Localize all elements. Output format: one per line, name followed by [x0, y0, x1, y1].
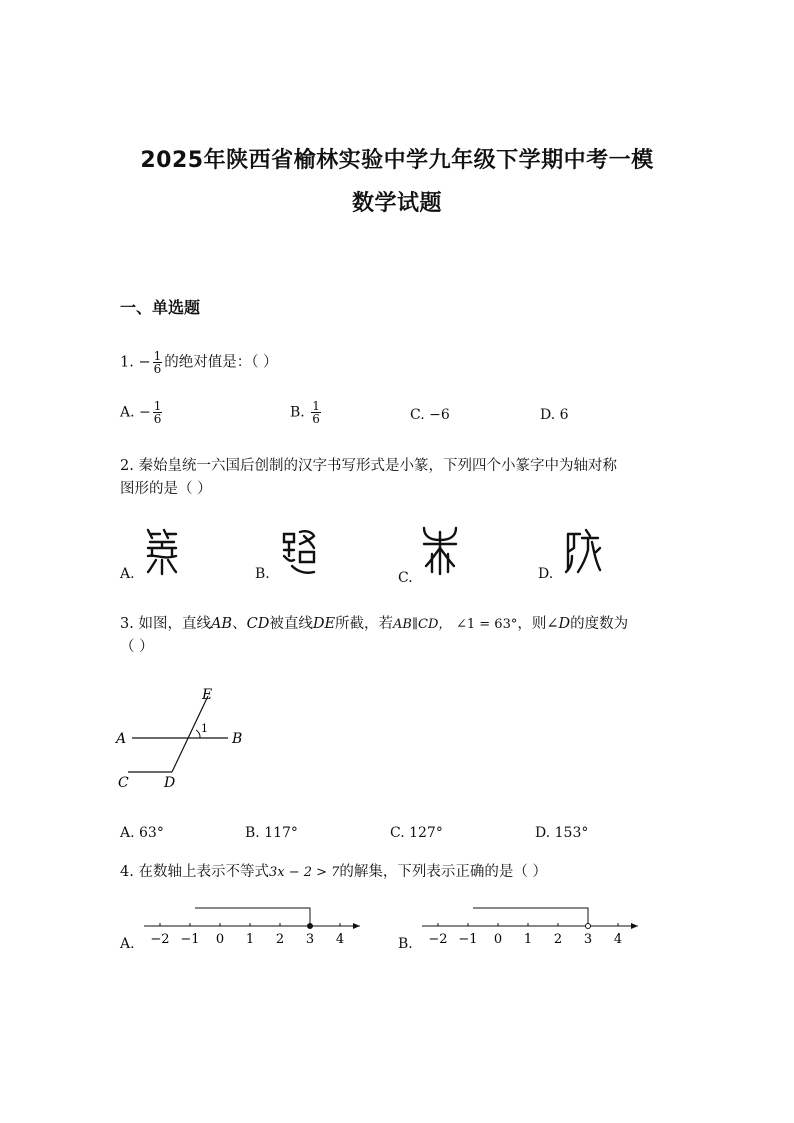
seal-script-cheng-icon — [560, 526, 602, 580]
number-line-tick-label: 1 — [245, 932, 255, 947]
number-line-tick-label: 2 — [553, 932, 563, 947]
q2-line2: 图形的是（ ） — [120, 481, 212, 497]
number-line-tick-label: 3 — [583, 932, 593, 947]
solution-set-bracket — [473, 908, 588, 926]
label-a: A — [116, 731, 127, 747]
q2-option-b-label[interactable]: B. — [255, 566, 270, 582]
label-d: D — [164, 775, 176, 791]
q3-line2: （ ） — [120, 639, 154, 655]
q2-line1: 2. 秦始皇统一六国后创制的汉字书写形式是小篆，下列四个小篆字中为轴对称 — [120, 458, 617, 474]
q4-text: 4. 在数轴上表示不等式3x − 2 > 7的解集，下列表示正确的是（ ） — [120, 864, 548, 880]
hollow-point-icon — [586, 924, 591, 929]
number-line-tick-label: 0 — [215, 932, 225, 947]
q3-option-d[interactable]: D. 153° — [535, 825, 589, 841]
q4-option-a-label[interactable]: A. — [120, 936, 135, 952]
q1-option-c[interactable]: C. −6 — [410, 407, 450, 423]
number-line-tick-label: 0 — [493, 932, 503, 947]
q4-option-b-label[interactable]: B. — [398, 936, 413, 952]
q1-fraction: $\frac{1}{6}$ — [153, 349, 162, 376]
q4-option-b-number-line[interactable] — [418, 898, 648, 954]
q1-option-b[interactable]: B. $\frac{1}{6}$ — [290, 399, 320, 426]
q1-option-d[interactable]: D. 6 — [540, 407, 569, 423]
page-title-line1: 2025年陕西省榆林实验中学九年级下学期中考一模 — [140, 148, 654, 173]
q3-option-c[interactable]: C. 127° — [390, 825, 443, 841]
q1-sign: − — [138, 354, 151, 371]
solution-set-bracket — [195, 908, 310, 926]
label-e: E — [202, 687, 213, 703]
number-line-tick-label: −2 — [428, 932, 448, 947]
q4-option-a-number-line[interactable] — [140, 898, 370, 954]
question-1 — [120, 350, 278, 375]
q3-option-b[interactable]: B. 117° — [245, 825, 298, 841]
number-line-arrow-icon — [631, 923, 638, 929]
number-line-tick-label: −1 — [458, 932, 478, 947]
page-title-line2: 数学试题 — [351, 191, 442, 216]
number-line-tick-label: 2 — [275, 932, 285, 947]
number-line-tick-label: 1 — [523, 932, 533, 947]
label-b: B — [232, 731, 243, 747]
q1-option-a[interactable]: A. − $\frac{1}{6}$ — [120, 399, 162, 426]
seal-script-mo-icon — [420, 524, 460, 580]
number-line-tick-label: −1 — [180, 932, 200, 947]
q2-option-d-label[interactable]: D. — [538, 566, 554, 582]
label-angle-1: 1 — [201, 722, 208, 735]
q1-number: 1. — [120, 354, 134, 371]
q3-line1: 3. 如图，直线AB、CD被直线DE所截，若AB∥CD， ∠1 = 63°，则∠D的度数为 — [120, 616, 629, 632]
q3-figure — [110, 682, 260, 801]
number-line-tick-label: 3 — [305, 932, 315, 947]
angle-1-arc — [196, 730, 200, 738]
seal-script-zhuan-icon — [142, 526, 182, 580]
number-line-tick-label: 4 — [335, 932, 345, 947]
q2-option-c-label[interactable]: C. — [398, 570, 413, 586]
solid-point-icon — [308, 924, 313, 929]
number-line-tick-label: −2 — [150, 932, 170, 947]
q2-option-a-label[interactable]: A. — [120, 566, 135, 582]
q1-text: 的绝对值是：（ ） — [164, 354, 278, 371]
number-line-tick-label: 4 — [613, 932, 623, 947]
seal-script-lu-icon — [280, 526, 320, 580]
q3-option-a[interactable]: A. 63° — [120, 825, 164, 841]
number-line-arrow-icon — [353, 923, 360, 929]
section-title: 一、单选题 — [120, 298, 201, 317]
label-c: C — [118, 775, 129, 791]
